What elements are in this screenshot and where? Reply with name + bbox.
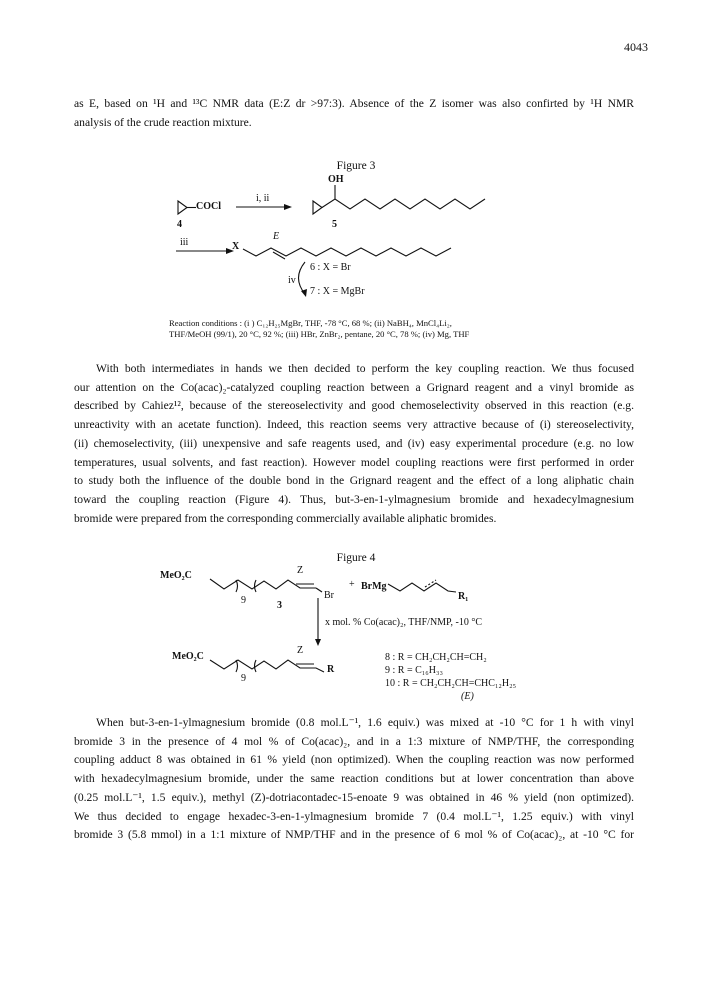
final-paragraph: [74, 714, 634, 845]
figure4-conditions: x mol. % Co(acac)₂, THF/NMP, -10 °C: [325, 617, 483, 628]
text-line: to study both the influence of the double bond in the Grignard reagent and the effect of a long aliphatic chain: [74, 474, 634, 488]
text-line: With both intermediates in hands we then decided to perform the key coupling reaction. We thus focused: [96, 362, 634, 375]
grignard-group: BrMg: [361, 581, 387, 592]
compound-number-3: 3: [277, 600, 282, 611]
compound-7-label: 7 : X = MgBr: [310, 286, 365, 297]
repeat-bracket-left: [236, 580, 238, 592]
br-bond: [316, 588, 322, 592]
text-line: as E, based on ¹H and ¹³C NMR data (E:Z dr >97:3). Absence of the Z isomer was also confirted by ¹H NMR: [74, 97, 634, 110]
step-label-iv: iv: [288, 275, 296, 286]
product-repeat-count: 9: [241, 673, 246, 684]
text-line: (ii) chemoselectivity, (iii) unexpensive and safe reagents used, and (iv) easy experimental procedure (e.g. no low: [74, 436, 634, 450]
text-line: bromide 3 (5.8 mmol) in a 1:1 mixture of NMP/THF and in the presence of 6 mol % of Co(acac)₂, at -10 °C for: [74, 828, 634, 842]
figure4-title: Figure 4: [336, 552, 376, 564]
geometry-label-e: E: [273, 231, 280, 242]
ester-group: MeO₂C: [160, 570, 192, 581]
text-line: coupling adduct 8 was obtained in 61 % yield (non optimized). When the coupling reaction was now performed: [74, 753, 634, 767]
compound-number-4: 4: [177, 219, 182, 230]
hydroxyl-group: OH: [328, 174, 344, 185]
text-line: analysis of the crude reaction mixture.: [74, 115, 252, 129]
page-number: 4043: [624, 40, 648, 54]
compound-9-label: 9 : R = C₁₆H₃₃: [385, 665, 443, 676]
r1-label: R₁: [458, 591, 469, 602]
text-line: our attention on the Co(acac)₂-catalyzed coupling reaction between a Grignard reagent and a vinyl bromide as: [74, 380, 634, 394]
text-line: When but-3-en-1-ylmagnesium bromide (0.8 mol.L⁻¹, 1.6 equiv.) was mixed at -10 °C for 1 h with vinyl: [96, 716, 634, 729]
text-line: unreactivity with an acetate function). Indeed, this reaction seems very attractive because of (i) stereoselectivity,: [74, 418, 634, 432]
plus-sign: +: [349, 579, 355, 590]
arrow-head: [315, 639, 321, 646]
compound-8-label: 8 : R = CH₂CH₂CH=CH₂: [385, 652, 487, 663]
figure3-title: Figure 3: [336, 160, 376, 172]
text-line: bromide 3 in the presence of 4 mol % of Co(acac)₂, and in a 1:3 mixture of NMP/THF, the corresponding: [74, 734, 634, 748]
r-label: R: [327, 664, 335, 675]
reactant-cocl: COCl: [196, 201, 221, 212]
text-line: described by Cahiez¹², because of the stereoselectivity and good chemoselectivity observed in this reaction (e.g.: [74, 399, 634, 413]
compound-10-label: 10 : R = CH₂CH₂CH=CHC₁₂H₂₅: [385, 678, 517, 689]
figure3-conditions-line2: THF/MeOH (99/1), 20 °C, 92 %; (iii) HBr, ZnBr₂, pentane, 20 °C, 78 %; (iv) Mg, THF: [169, 329, 470, 339]
compound-6-label: 6 : X = Br: [310, 262, 351, 273]
product-repeat-bracket-left: [236, 660, 238, 672]
geometry-label-z: Z: [297, 565, 304, 576]
compound-number-5: 5: [332, 219, 337, 230]
repeat-count: 9: [241, 595, 246, 606]
grignard-chain: [388, 583, 456, 592]
figure3-conditions-line1: Reaction conditions : (i ) C₁₂H₂₅MgBr, THF, -78 °C, 68 %; (ii) NaBH₄, MnCl₄Li₂,: [169, 318, 452, 328]
compound-10-geometry: (E): [461, 691, 474, 702]
product-chain: [210, 660, 324, 672]
text-line: (0.25 mol.L⁻¹, 1.5 equiv.), methyl (Z)-dotriacontadec-15-enoate 9 was obtained in 46 % yield (non optimized).: [74, 790, 634, 804]
bromide-label: Br: [324, 590, 334, 601]
text-line: temperatures, usual solvents, and fast reaction). However model coupling reactions were first performed in order: [74, 455, 634, 469]
text-line: toward the coupling reaction (Figure 4). Thus, but-3-en-1-ylmagnesium bromide and hexadecylmagnesium: [74, 492, 634, 506]
text-line: We thus decided to engage hexadec-3-en-1-ylmagnesium bromide 7 (0.4 mol.L⁻¹, 1.25 equiv.) with vinyl: [74, 809, 634, 823]
text-line: bromide were prepared from the corresponding commercially available aliphatic bromides.: [74, 511, 497, 525]
step-label-iii: iii: [180, 237, 189, 248]
arrow-label-i-ii: i, ii: [256, 193, 270, 204]
x-label: X: [232, 241, 240, 252]
product-ester-group: MeO₂C: [172, 651, 204, 662]
text-line: with hexadecylmagnesium bromide, under the same reaction conditions but at lower concentration than above: [74, 772, 634, 786]
product-geometry-label: Z: [297, 645, 304, 656]
